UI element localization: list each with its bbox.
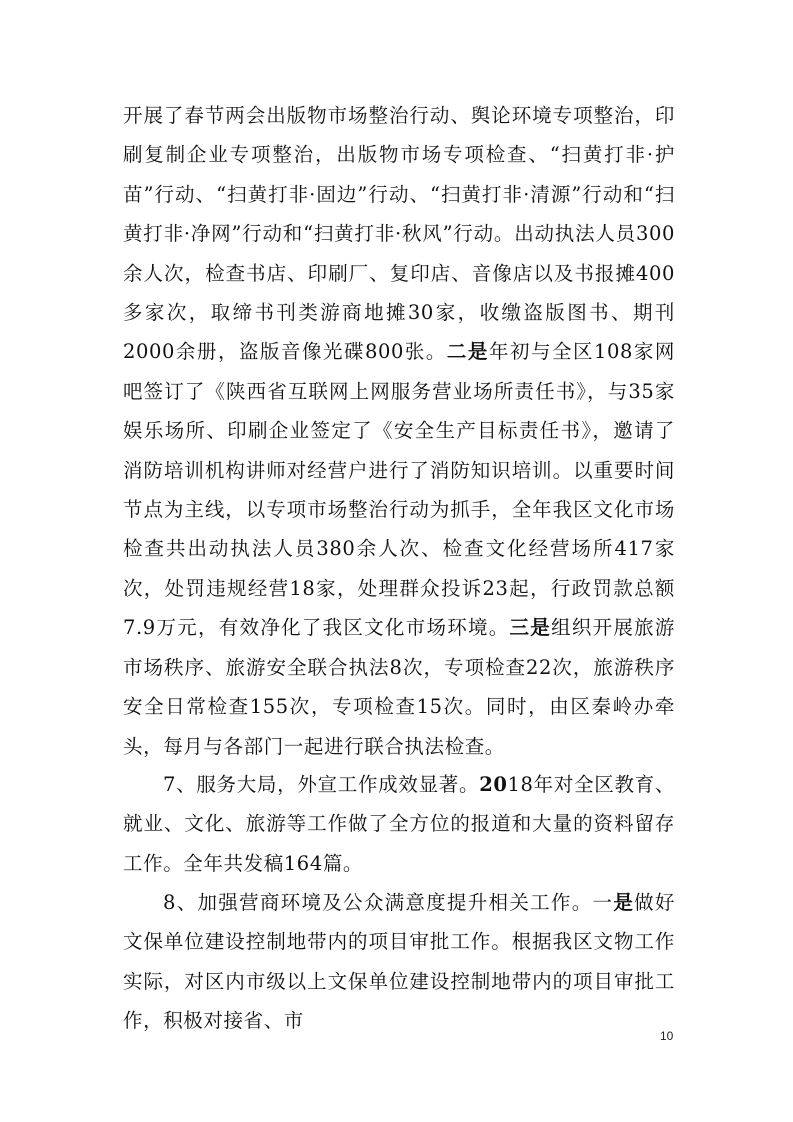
paragraph-text: 8、加强营商环境及公众满意度提升相关工作。一 xyxy=(163,891,614,914)
bold-lead-first: 是 xyxy=(613,891,635,914)
paragraph-text: 年初与全区108家网吧签订了《陕西省互联网上网服务营业场所责任书》，与35家娱乐场所、印刷企业签定了《安全生产目标责任书》，邀请了消防培训机构讲师对经营户进行了消防知识培训。以重要时间节点为主线，以专项市场整治行动为抓手，全年我区文化市场检查共出动执法人员380余人次、检查文化经营场所417家次，处罚违规经营18家，处理群众投诉23起，行政罚款总额7.9万元，有效净化了我区文化市场环境。 xyxy=(123,340,675,640)
page-number: 10 xyxy=(660,1029,674,1043)
bold-lead-third: 三是 xyxy=(509,616,552,640)
bold-lead-second: 二是 xyxy=(446,340,489,364)
body-paragraph-publicity xyxy=(123,765,675,883)
paragraph-text: 7、服务大局，外宣工作成效显著。 xyxy=(163,773,480,796)
body-paragraph-market-enforcement xyxy=(123,96,675,766)
paragraph-text: 开展了春节两会出版物市场整治行动、舆论环境专项整治，印刷复制企业专项整治，出版物市场专项检查、“扫黄打非·护苗”行动、“扫黄打非·固边”行动、“扫黄打非·清源”行动和“扫黄打非·净网”行动和“扫黄打非·秋风”行动。出动执法人员300余人次，检查书店、印刷厂、复印店、音像店以及书报摊400多家次，取缔书刊类游商地摊30家，收缴盗版图书、期刊2000余册，盗版音像光碟800张。 xyxy=(123,104,675,364)
bold-year-prefix: 20 xyxy=(479,773,508,796)
body-paragraph-business-environment xyxy=(123,883,675,1041)
paragraph-text: 组织开展旅游市场秩序、旅游安全联合执法8次，专项检查22次，旅游秩序安全日常检查155次，专项检查15次。同时，由区秦岭办牵头，每月与各部门一起进行联合执法检查。 xyxy=(123,616,675,758)
paragraph-text: 18年对全区教育、就业、文化、旅游等工作做了全方位的报道和大量的资料留存工作。全年共发稿164篇。 xyxy=(123,773,675,875)
paragraph-text: 做好文保单位建设控制地带内的项目审批工作。根据我区文物工作实际，对区内市级以上文保单位建设控制地带内的项目审批工作，积极对接省、市 xyxy=(123,891,676,1033)
